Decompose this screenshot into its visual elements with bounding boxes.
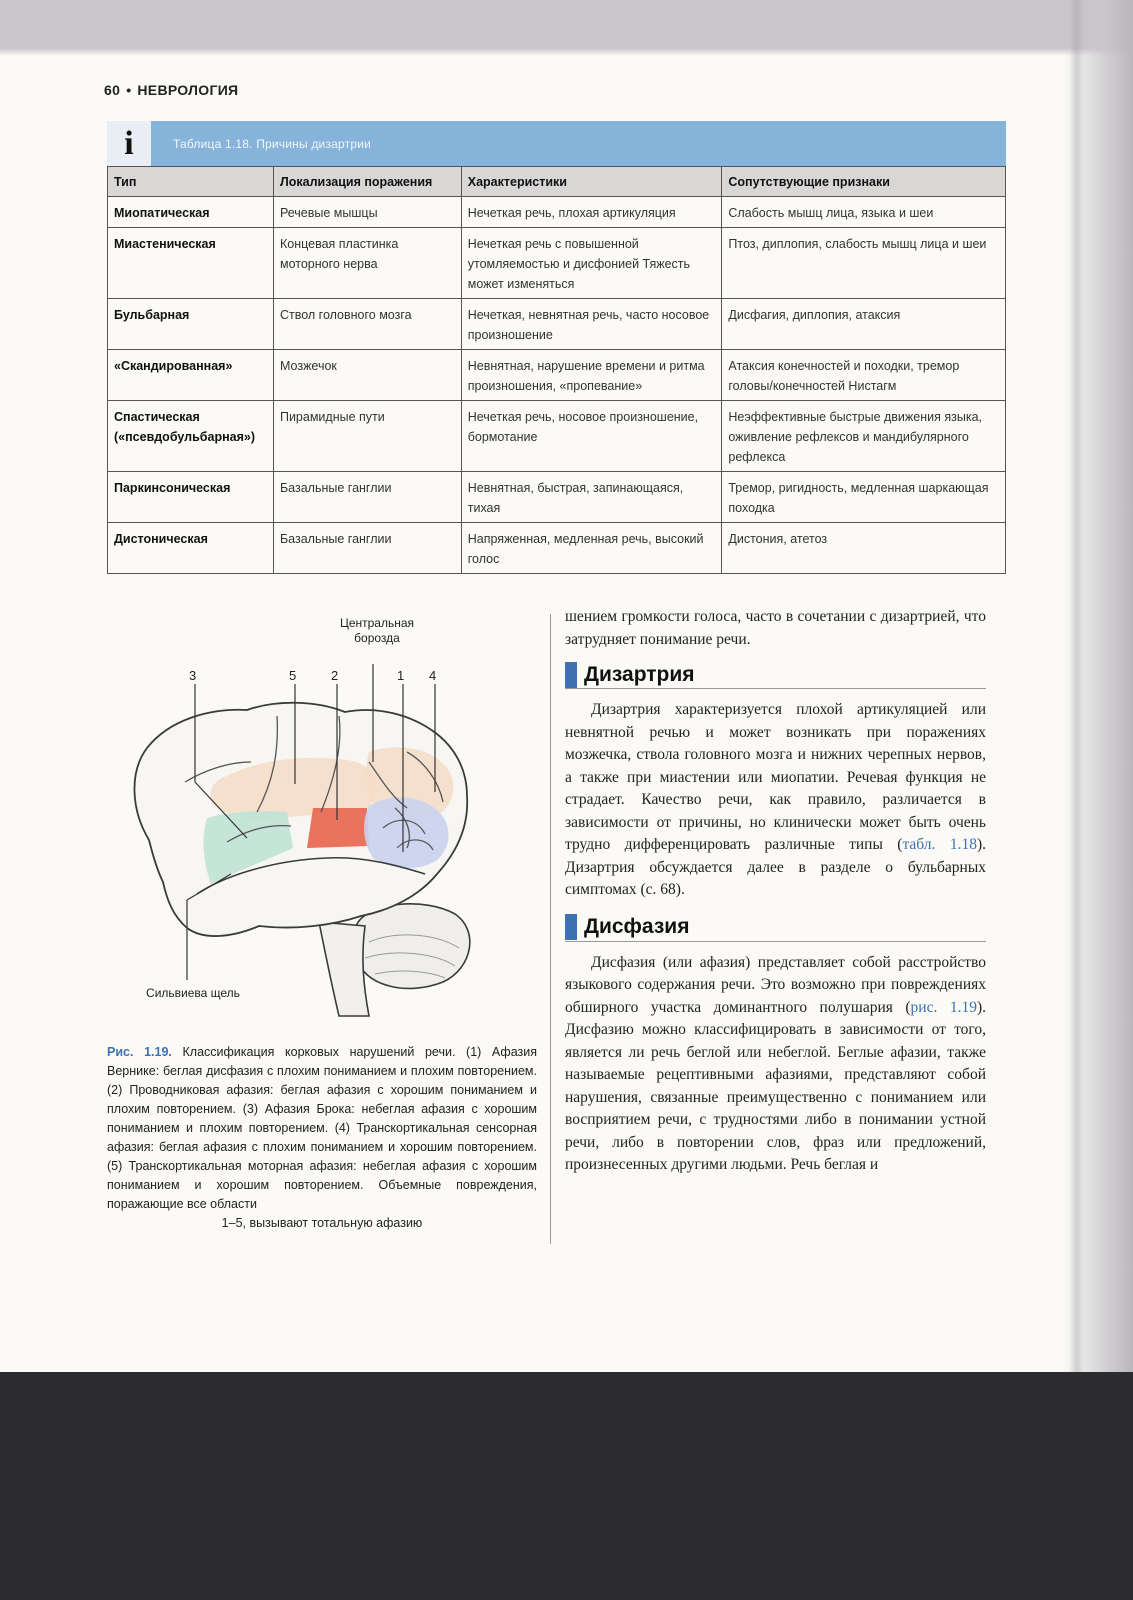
cell-signs: Дистония, атетоз	[722, 523, 1006, 574]
section-title: Дисфазия	[584, 915, 690, 938]
cell-location: Мозжечок	[273, 350, 461, 401]
cell-signs: Неэффективные быстрые движения языка, оживление рефлексов и мандибулярного рефлекса	[722, 401, 1006, 472]
cell-location: Концевая пластинка моторного нерва	[273, 228, 461, 299]
column-header: Характеристики	[461, 167, 722, 197]
cell-location: Речевые мышцы	[273, 197, 461, 228]
table-row	[108, 472, 1006, 523]
cell-location: Базальные ганглии	[273, 472, 461, 523]
column-divider	[550, 614, 551, 1244]
section-heading-dysphasia	[565, 914, 986, 942]
column-header: Локализация поражения	[273, 167, 461, 197]
info-icon: i	[107, 121, 151, 166]
cell-features: Невнятная, нарушение времени и ритма произношения, «пропевание»	[461, 350, 722, 401]
cell-features: Нечеткая речь, носовое произношение, бормотание	[461, 401, 722, 472]
page-binding-shadow	[1069, 0, 1085, 1372]
table-row	[108, 197, 1006, 228]
cell-features: Невнятная, быстрая, запинающаяся, тихая	[461, 472, 722, 523]
table-row	[108, 523, 1006, 574]
cell-location: Базальные ганглии	[273, 523, 461, 574]
caption-text: Классификация корковых нарушений речи. (1) Афазия Вернике: беглая дисфазия с плохим пониманием и плохим повторением. (2) Проводниковая афазия: беглая афазия с хорошим пониманием и плохим повторением. (3) Афазия Брока: небеглая афазия с хорошим пониманием и плохим повторением. (4) Транскортикальная сенсорная афазия: беглая афазия с плохим пониманием и хорошим повторением. (5) Транскортикальная моторная афазия: небеглая афазия с хорошим пониманием и хорошим повторением. Объемные повреждения, поражающие все области	[107, 1045, 537, 1211]
label-sylvian-fissure: Сильвиева щель	[146, 986, 240, 1000]
cell-type: Спастическая («псевдобульбарная»)	[108, 401, 274, 472]
intro-paragraph: шением громкости голоса, часто в сочетании с дизартрией, что затрудняет понимание речи.	[565, 608, 986, 648]
section-bar	[565, 914, 577, 940]
cell-signs: Птоз, диплопия, слабость мышц лица и шеи	[722, 228, 1006, 299]
cerebellum-shape	[354, 904, 470, 989]
cell-features: Нечеткая речь, плохая артикуляция	[461, 197, 722, 228]
dysarthria-table	[107, 121, 1006, 574]
table-header-row	[108, 167, 1006, 197]
section-bar	[565, 662, 577, 688]
caption-lead: Рис. 1.19.	[107, 1045, 172, 1059]
cell-location: Пирамидные пути	[273, 401, 461, 472]
brain-illustration	[107, 612, 537, 1032]
running-head	[104, 82, 238, 98]
cell-signs: Дисфагия, диплопия, атаксия	[722, 299, 1006, 350]
label-number-4: 4	[429, 668, 437, 683]
cell-location: Ствол головного мозга	[273, 299, 461, 350]
cell-type: Дистоническая	[108, 523, 274, 574]
chapter-title: НЕВРОЛОГИЯ	[137, 82, 239, 98]
label-number-3: 3	[189, 668, 197, 683]
label-number-2: 2	[331, 668, 339, 683]
label-central-sulcus: Центральная борозда	[339, 616, 415, 645]
region-2-conduction	[307, 808, 369, 848]
running-head-separator: •	[126, 82, 132, 98]
column-header: Сопутствующие признаки	[722, 167, 1006, 197]
cell-type: Миастеническая	[108, 228, 274, 299]
cell-features: Нечеткая речь с повышенной утомляемостью и дисфонией Тяжесть может изменяться	[461, 228, 722, 299]
table-caption: Таблица 1.18. Причины дизартрии	[173, 136, 372, 151]
section-title: Дизартрия	[584, 662, 695, 686]
section-heading-dysarthria	[565, 661, 986, 689]
cell-signs: Тремор, ригидность, медленная шаркающая походка	[722, 472, 1006, 523]
cell-signs: Атаксия конечностей и походки, тремор головы/конечностей Нистагм	[722, 350, 1006, 401]
cell-type: Миопатическая	[108, 197, 274, 228]
cell-signs: Слабость мышц лица, языка и шеи	[722, 197, 1006, 228]
label-number-5: 5	[289, 668, 297, 683]
table-row	[108, 401, 1006, 472]
caption-end: 1–5, вызывают тотальную афазию	[221, 1216, 423, 1230]
brainstem-shape	[319, 922, 369, 1016]
figure-reference-link[interactable]: рис. 1.19	[910, 998, 977, 1016]
dysphasia-text-a: Дисфазия (или афазия) представляет собой расстройство языкового содержания речи. Это возможно при повреждениях обширного участка доминантного полушария (	[565, 953, 986, 1016]
cell-features: Напряженная, медленная речь, высокий голос	[461, 523, 722, 574]
cell-features: Нечеткая, невнятная речь, часто носовое произношение	[461, 299, 722, 350]
table-grid	[107, 166, 1006, 574]
table-reference-link[interactable]: табл. 1.18	[902, 836, 977, 853]
table-row	[108, 299, 1006, 350]
brain-figure	[107, 612, 537, 1032]
cell-type: «Скандированная»	[108, 350, 274, 401]
dysarthria-text-b: ). Дизартрия обсуждается далее в разделе о бульбарных симптомах (с. 68).	[565, 836, 987, 898]
page-number: 60	[104, 82, 121, 98]
table-row	[108, 228, 1006, 299]
column-header: Тип	[108, 167, 274, 197]
dysphasia-paragraph	[565, 952, 986, 1177]
dysarthria-text-a: Дизартрия характеризуется плохой артикуляцией или невнятной речью и может возникать при поражениях мозжечка, ствола головного мозга и нижних черепных нервов, а также при миастении или миопатии. Речевая функция не страдает. Качество речи, как правило, различается в зависимости от причины, но клинически может быть очень трудно дифференцировать различные типы (	[565, 701, 986, 853]
table-row	[108, 350, 1006, 401]
figure-caption	[107, 1043, 537, 1233]
right-column	[565, 606, 986, 1177]
label-number-1: 1	[397, 668, 405, 683]
cell-type: Паркинсоническая	[108, 472, 274, 523]
dysarthria-paragraph	[565, 699, 986, 902]
table-header-bar	[107, 121, 1006, 166]
cell-type: Бульбарная	[108, 299, 274, 350]
dysphasia-text-b: ). Дисфазию можно классифицировать в зависимости от того, является ли речь беглой или небеглой. Беглые афазии, также называемые рецептивными афазиями, представляют собой нарушения, связанные преимущественно с пониманием или восприятием речи, с трудностями либо в понимании устной речи, либо в повторении слов, фраз или предложений, произнесенных другими людьми. Речь беглая и	[565, 998, 986, 1173]
